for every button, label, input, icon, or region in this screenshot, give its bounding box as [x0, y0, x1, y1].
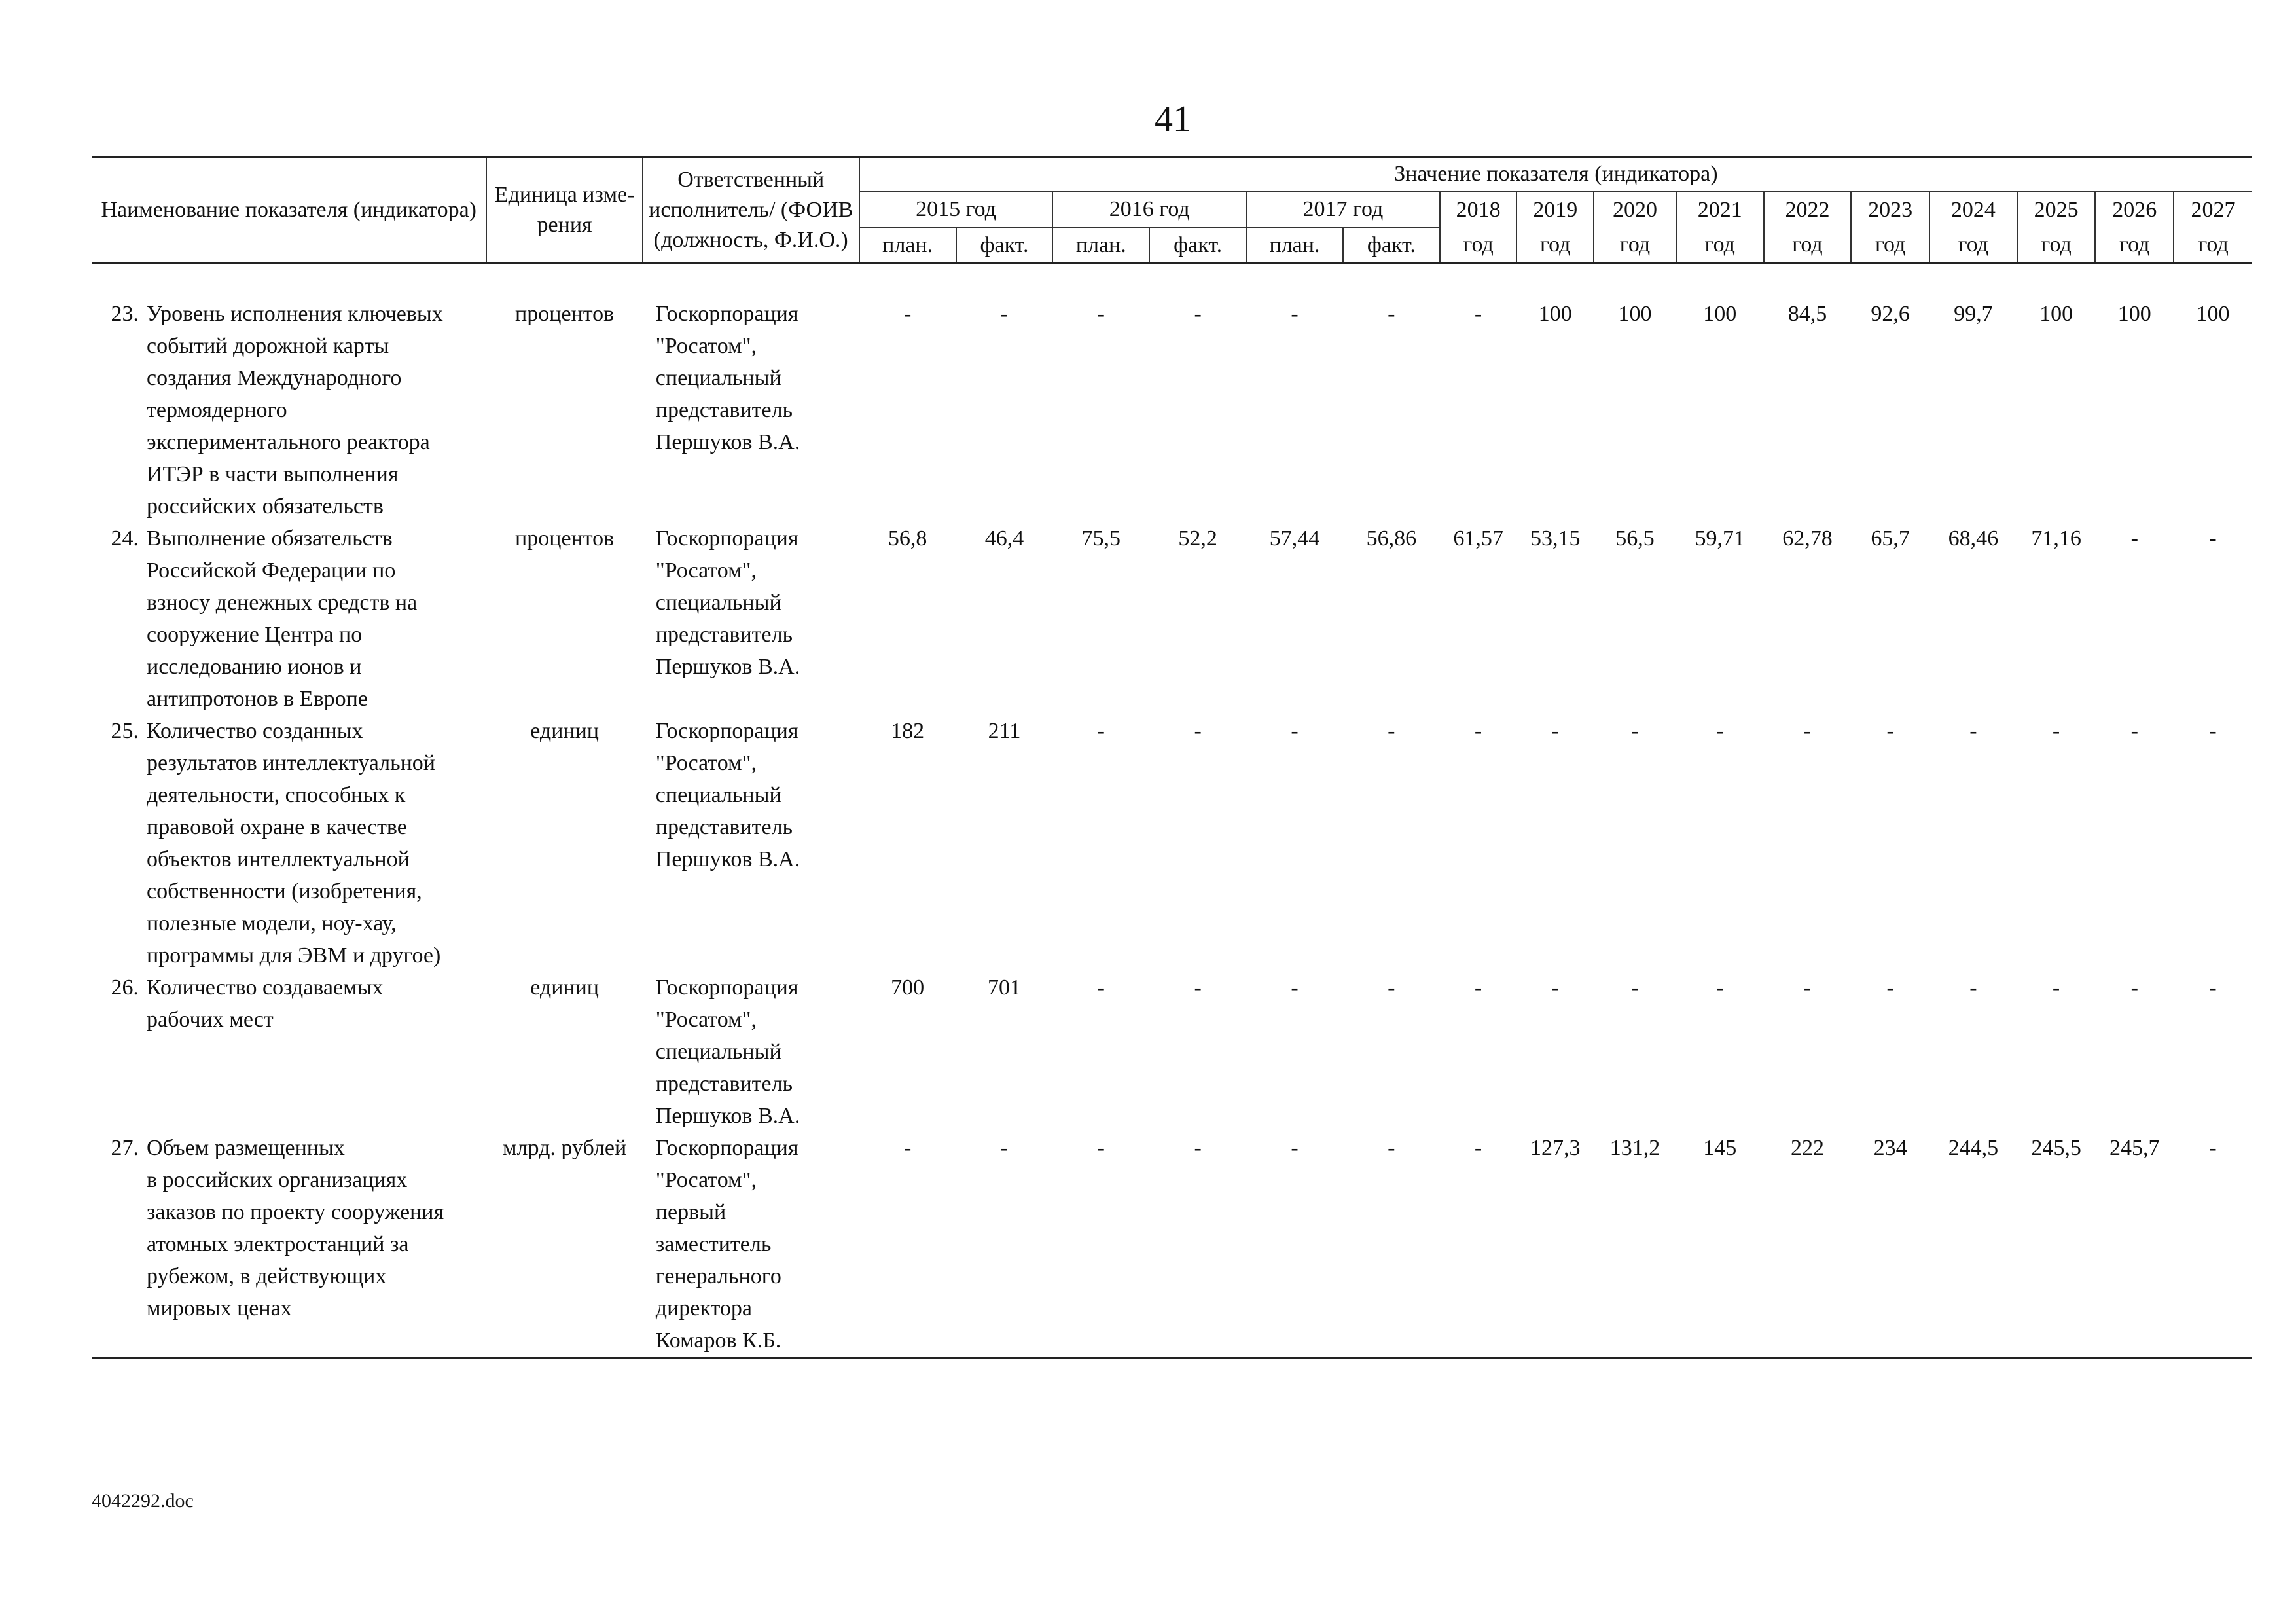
header-year-2015: 2015 год: [859, 191, 1053, 228]
value-cell: 700: [891, 976, 925, 1000]
value-cell: -: [1631, 719, 1639, 743]
indicator-name: Количество созданных результатов интеллектуальной деятельности, способных к правовой охране в качестве объектов интеллектуальной собственности (изобретения, полезные модели, ноу-хау, программы для ЭВМ и другое): [147, 719, 441, 968]
header-year-2021: 2021: [1676, 191, 1764, 228]
value-cell: -: [1886, 976, 1894, 1000]
value-cell: -: [1388, 1136, 1395, 1160]
header-year-2023: 2023: [1851, 191, 1929, 228]
header-year-2018: 2018: [1440, 191, 1517, 228]
value-cell: -: [903, 302, 912, 326]
value-cell: -: [1194, 302, 1202, 326]
value-cell: -: [1194, 1136, 1202, 1160]
indicator-name-cell: [92, 715, 486, 972]
header-god: год: [2174, 228, 2252, 263]
value-cell: -: [1097, 719, 1105, 743]
unit-cell: процентов: [515, 302, 615, 326]
value-cell: -: [2209, 719, 2217, 743]
header-god: год: [1676, 228, 1764, 263]
value-cell: 92,6: [1871, 302, 1910, 326]
table-row: [92, 298, 2252, 522]
value-cell: -: [1474, 719, 1482, 743]
header-god: год: [1764, 228, 1852, 263]
value-cell: 100: [2039, 302, 2073, 326]
value-cell: -: [1097, 302, 1105, 326]
value-cell: -: [1474, 302, 1482, 326]
value-cell: -: [1097, 976, 1105, 1000]
value-cell: -: [2130, 976, 2138, 1000]
unit-cell: единиц: [530, 976, 599, 1000]
header-god: год: [1929, 228, 2017, 263]
table-row: [92, 522, 2252, 715]
header-year-2017: 2017 год: [1246, 191, 1440, 228]
header-value-group: Значение показателя (индикатора): [859, 157, 2252, 192]
unit-cell: процентов: [515, 526, 615, 551]
value-cell: -: [1291, 1136, 1299, 1160]
indicator-name: Количество создаваемых рабочих мест: [147, 976, 384, 1032]
header-fact: факт.: [1343, 228, 1440, 263]
value-cell: 244,5: [1948, 1136, 1999, 1160]
footer-doc-id: 4042292.doc: [92, 1490, 194, 1512]
indicator-name-cell: [92, 522, 486, 715]
responsible-cell: Госкорпорация "Росатом", первый заместитель генерального директора Комаров К.Б.: [655, 1136, 798, 1353]
header-god: год: [2095, 228, 2174, 263]
value-cell: -: [1388, 302, 1395, 326]
header-year-2025: 2025: [2017, 191, 2096, 228]
value-cell: 84,5: [1787, 302, 1827, 326]
responsible-cell: Госкорпорация "Росатом", специальный представитель Першуков В.А.: [655, 976, 800, 1128]
page-number: 41: [1155, 99, 1191, 139]
header-fact: факт.: [956, 228, 1053, 263]
header-year-2020: 2020: [1594, 191, 1676, 228]
header-year-2027: 2027: [2174, 191, 2252, 228]
header-god: год: [2017, 228, 2096, 263]
unit-cell: млрд. рублей: [503, 1136, 627, 1160]
responsible-cell: Госкорпорация "Росатом", специальный представитель Першуков В.А.: [655, 526, 800, 679]
header-god: год: [1594, 228, 1676, 263]
value-cell: -: [1551, 976, 1559, 1000]
value-cell: 245,5: [2031, 1136, 2081, 1160]
value-cell: -: [1000, 302, 1009, 326]
value-cell: 100: [2117, 302, 2151, 326]
value-cell: 100: [1703, 302, 1737, 326]
header-year-2022: 2022: [1764, 191, 1852, 228]
row-number: 25.: [111, 719, 139, 743]
value-cell: 100: [1618, 302, 1652, 326]
value-cell: 71,16: [2031, 526, 2081, 551]
responsible-cell: Госкорпорация "Росатом", специальный представитель Першуков В.А.: [655, 302, 800, 454]
row-number: 23.: [111, 302, 139, 326]
row-number: 26.: [111, 976, 139, 1000]
value-cell: 245,7: [2109, 1136, 2160, 1160]
value-cell: -: [1388, 719, 1395, 743]
header-god: год: [1851, 228, 1929, 263]
header-year-2024: 2024: [1929, 191, 2017, 228]
value-cell: -: [1194, 976, 1202, 1000]
value-cell: -: [1097, 1136, 1105, 1160]
value-cell: 56,8: [888, 526, 927, 551]
value-cell: 61,57: [1453, 526, 1503, 551]
value-cell: -: [2130, 719, 2138, 743]
indicator-name-cell: [92, 298, 486, 522]
header-unit: Единица изме-рения: [486, 157, 642, 263]
value-cell: -: [1000, 1136, 1009, 1160]
header-name: Наименование показателя (индикатора): [92, 157, 486, 263]
header-plan: план.: [1052, 228, 1149, 263]
value-cell: 46,4: [984, 526, 1024, 551]
value-cell: -: [1291, 719, 1299, 743]
value-cell: 62,78: [1782, 526, 1833, 551]
value-cell: -: [2209, 526, 2217, 551]
value-cell: -: [1474, 976, 1482, 1000]
header-year-2019: 2019: [1516, 191, 1594, 228]
table-header: [92, 157, 2252, 263]
value-cell: -: [2052, 976, 2060, 1000]
value-cell: 145: [1703, 1136, 1737, 1160]
header-responsible: Ответственный исполнитель/ (ФОИВ (должность, Ф.И.О.): [643, 157, 859, 263]
value-cell: 234: [1873, 1136, 1907, 1160]
value-cell: 56,5: [1615, 526, 1655, 551]
value-cell: -: [1716, 976, 1724, 1000]
value-cell: -: [1969, 976, 1977, 1000]
value-cell: 182: [891, 719, 925, 743]
value-cell: -: [1194, 719, 1202, 743]
value-cell: 53,15: [1530, 526, 1581, 551]
header-god: год: [1516, 228, 1594, 263]
header-fact: факт.: [1149, 228, 1246, 263]
unit-cell: единиц: [530, 719, 599, 743]
value-cell: 100: [1538, 302, 1572, 326]
row-number: 27.: [111, 1136, 139, 1160]
header-year-2026: 2026: [2095, 191, 2174, 228]
header-god: год: [1440, 228, 1517, 263]
value-cell: 68,46: [1948, 526, 1999, 551]
indicator-name-cell: [92, 1132, 486, 1358]
value-cell: -: [1969, 719, 1977, 743]
value-cell: 131,2: [1609, 1136, 1660, 1160]
indicator-name: Выполнение обязательств Российской Федерации по взносу денежных средств на сооружение Центра по исследованию ионов и антипротонов в Европе: [147, 526, 418, 711]
value-cell: 99,7: [1954, 302, 1993, 326]
table-row: [92, 715, 2252, 972]
value-cell: -: [2209, 976, 2217, 1000]
value-cell: -: [2209, 1136, 2217, 1160]
header-plan: план.: [1246, 228, 1343, 263]
row-number: 24.: [111, 526, 139, 551]
value-cell: 701: [987, 976, 1021, 1000]
value-cell: -: [1716, 719, 1724, 743]
value-cell: 127,3: [1530, 1136, 1581, 1160]
value-cell: -: [1291, 302, 1299, 326]
value-cell: -: [1803, 719, 1812, 743]
value-cell: -: [1803, 976, 1812, 1000]
indicator-name: Уровень исполнения ключевых событий дорожной карты создания Международного термоядерного экспериментального реактора ИТЭР в части выполнения российских обязательств: [147, 302, 443, 519]
value-cell: -: [1388, 976, 1395, 1000]
indicator-table: [92, 156, 2252, 1359]
value-cell: -: [1474, 1136, 1482, 1160]
responsible-cell: Госкорпорация "Росатом", специальный представитель Першуков В.А.: [655, 719, 800, 871]
value-cell: -: [1631, 976, 1639, 1000]
header-plan: план.: [859, 228, 956, 263]
value-cell: -: [1886, 719, 1894, 743]
value-cell: 75,5: [1081, 526, 1121, 551]
value-cell: -: [2052, 719, 2060, 743]
value-cell: -: [1551, 719, 1559, 743]
table-body: [92, 263, 2252, 1358]
value-cell: -: [903, 1136, 912, 1160]
value-cell: 52,2: [1178, 526, 1217, 551]
value-cell: -: [2130, 526, 2138, 551]
indicator-name-cell: [92, 972, 486, 1132]
indicator-name: Объем размещенных в российских организациях заказов по проекту сооружения атомных электростанций за рубежом, в действующих мировых ценах: [147, 1136, 444, 1321]
value-cell: 59,71: [1695, 526, 1745, 551]
value-cell: -: [1291, 976, 1299, 1000]
header-year-2016: 2016 год: [1052, 191, 1246, 228]
value-cell: 100: [2196, 302, 2230, 326]
value-cell: 211: [988, 719, 1021, 743]
table-row: [92, 972, 2252, 1132]
value-cell: 56,86: [1366, 526, 1417, 551]
value-cell: 65,7: [1871, 526, 1910, 551]
value-cell: 222: [1790, 1136, 1824, 1160]
table-row: [92, 1132, 2252, 1358]
value-cell: 57,44: [1269, 526, 1320, 551]
